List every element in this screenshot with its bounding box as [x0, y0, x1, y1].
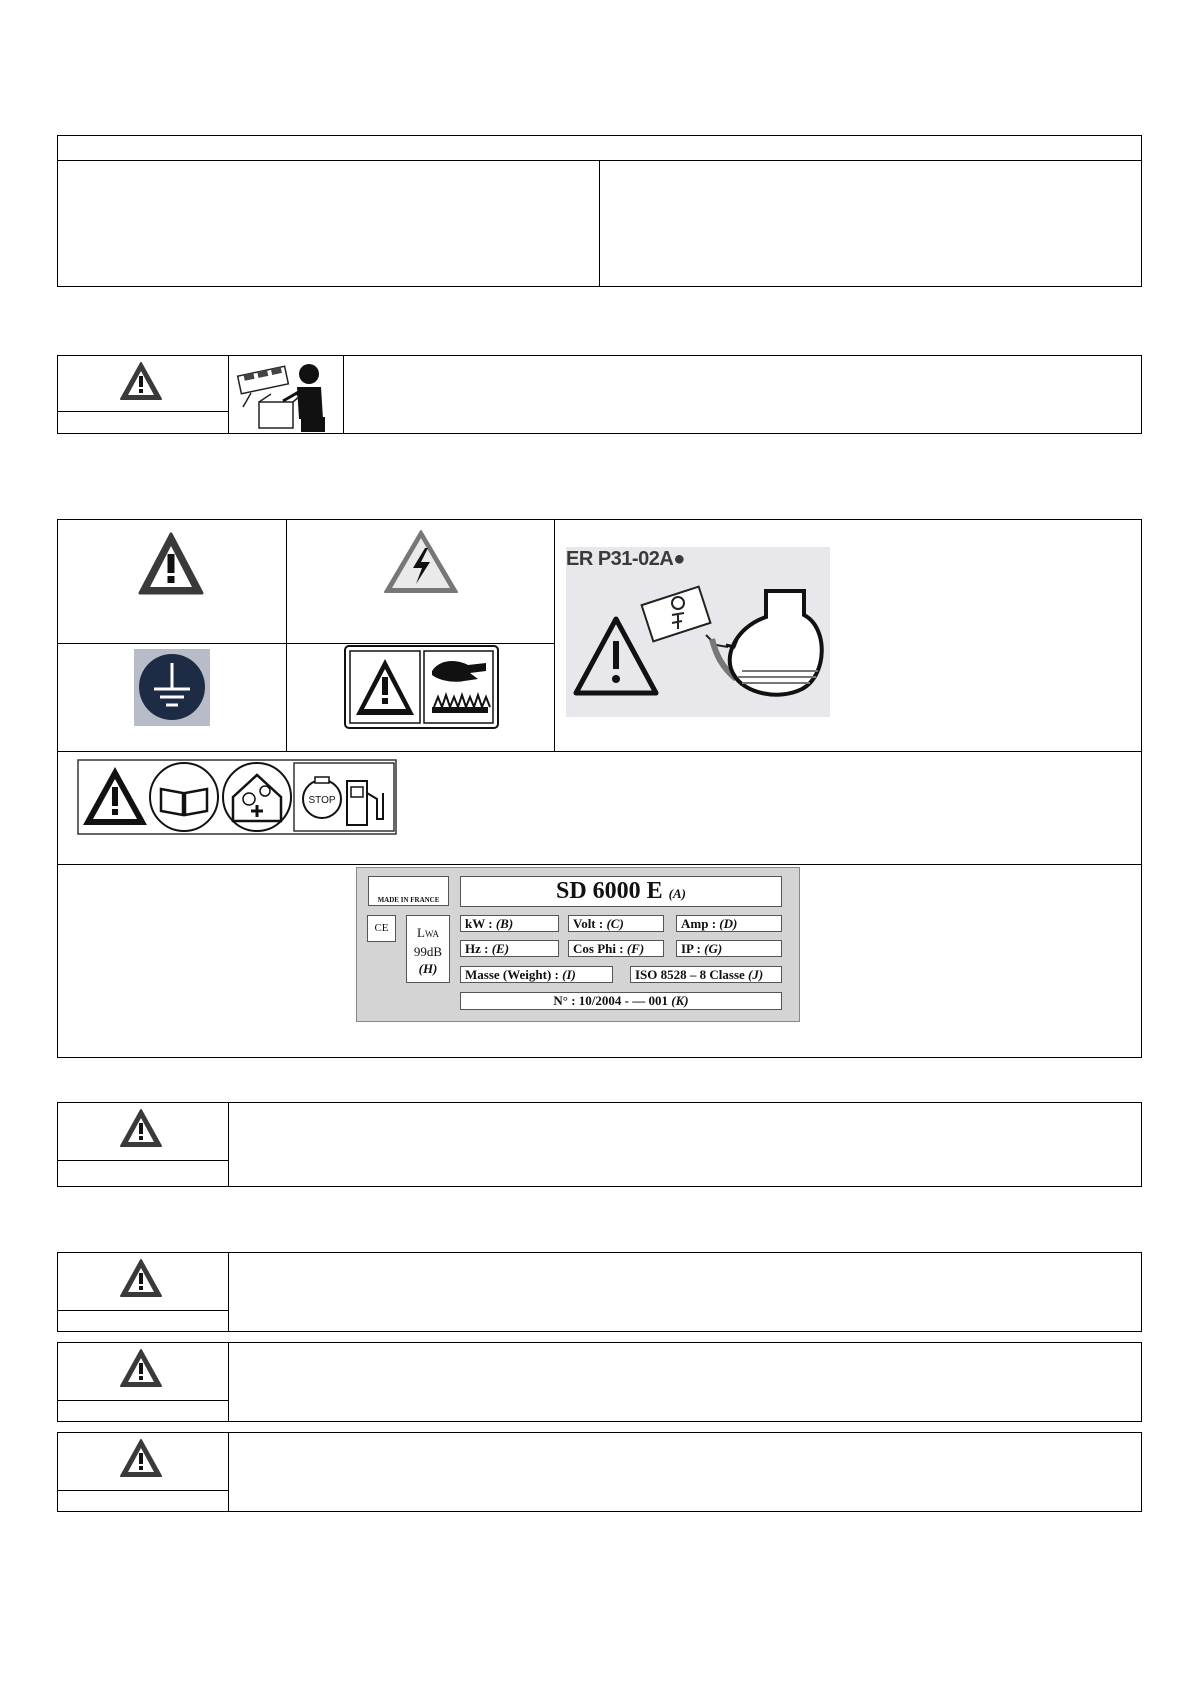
warning-table-3	[57, 1342, 1142, 1422]
made-in-text: MADE IN FRANCE	[377, 896, 440, 904]
table-column-divider	[228, 355, 229, 434]
warning-triangle-icon	[119, 1438, 163, 1478]
cosphi-label: Cos Phi :	[573, 941, 627, 956]
hot-surface-warning-icon	[344, 645, 499, 729]
model-text: SD 6000 E	[555, 878, 663, 904]
ip-field	[676, 940, 782, 957]
table-row-divider	[57, 1310, 228, 1311]
serial-ref: (K)	[671, 993, 689, 1008]
weight-field	[460, 966, 613, 983]
warning-triangle-icon	[119, 1348, 163, 1388]
warning-table-2	[57, 1252, 1142, 1332]
oil-level-icon	[566, 575, 830, 717]
table-row-divider	[57, 411, 228, 412]
amp-label: Amp :	[681, 916, 720, 931]
earth-ground-icon	[136, 651, 208, 723]
warning-table-4	[57, 1432, 1142, 1512]
table-column-divider	[228, 1342, 229, 1422]
table-column-divider	[228, 1252, 229, 1332]
volt-label: Volt :	[573, 916, 607, 931]
ip-ref: (G)	[704, 941, 723, 956]
serial-label: N° : 10/2004 - — 001	[553, 993, 672, 1008]
electric-shock-warning-icon	[382, 528, 460, 595]
table-row-divider	[57, 643, 554, 644]
general-warning-icon	[137, 531, 205, 597]
ce-text: CE	[374, 922, 389, 934]
serial-number-field	[460, 992, 782, 1010]
sound-power-box	[406, 915, 450, 983]
table-row-divider	[57, 864, 1142, 865]
cosphi-ref: (F)	[626, 941, 645, 956]
model-ref: (A)	[668, 886, 687, 901]
warning-triangle-icon	[119, 361, 163, 401]
volt-field	[568, 915, 664, 932]
stop-icon-text: STOP	[308, 795, 336, 806]
table-column-divider	[286, 519, 287, 751]
kw-field	[460, 915, 559, 932]
hz-ref: (E)	[491, 941, 510, 956]
ip-label: IP :	[681, 941, 705, 956]
manual-warning-table	[57, 355, 1142, 434]
warning-triangle-icon	[119, 1108, 163, 1148]
volt-ref: (C)	[606, 916, 624, 931]
warning-triangle-icon	[119, 1258, 163, 1298]
amp-ref: (D)	[719, 916, 738, 931]
table-column-divider	[228, 1432, 229, 1512]
made-in-label	[368, 876, 449, 906]
lwa-value: 99dB	[413, 944, 443, 959]
lwa-ref: (H)	[418, 961, 438, 976]
model-field	[460, 876, 782, 907]
person-reading-manual-icon	[233, 357, 339, 432]
weight-ref: (I)	[562, 967, 576, 982]
hz-label: Hz :	[465, 941, 492, 956]
iso-label: ISO 8528 – 8 Classe	[635, 967, 749, 982]
table-row-divider	[57, 1400, 228, 1401]
iso-class-field	[630, 966, 782, 983]
weight-label: Masse (Weight) :	[465, 967, 563, 982]
table-column-divider	[228, 1102, 229, 1187]
table-row-divider	[57, 751, 1142, 752]
table-column-divider	[554, 519, 555, 751]
table-row-divider	[57, 1160, 228, 1161]
kw-ref: (B)	[495, 916, 514, 931]
oil-decal-code: ER P31-02A●	[566, 548, 685, 570]
ce-mark	[367, 915, 396, 942]
combined-safety-icons-strip	[77, 759, 397, 835]
amp-field	[676, 915, 782, 932]
warning-table-1	[57, 1102, 1142, 1187]
header-table-column-divider	[599, 160, 600, 287]
table-column-divider	[343, 355, 344, 434]
iso-ref: (J)	[748, 967, 764, 982]
cosphi-field	[568, 940, 664, 957]
lwa-label: LWA	[417, 925, 439, 940]
table-row-divider	[57, 1490, 228, 1491]
kw-label: kW :	[465, 916, 496, 931]
hz-field	[460, 940, 559, 957]
